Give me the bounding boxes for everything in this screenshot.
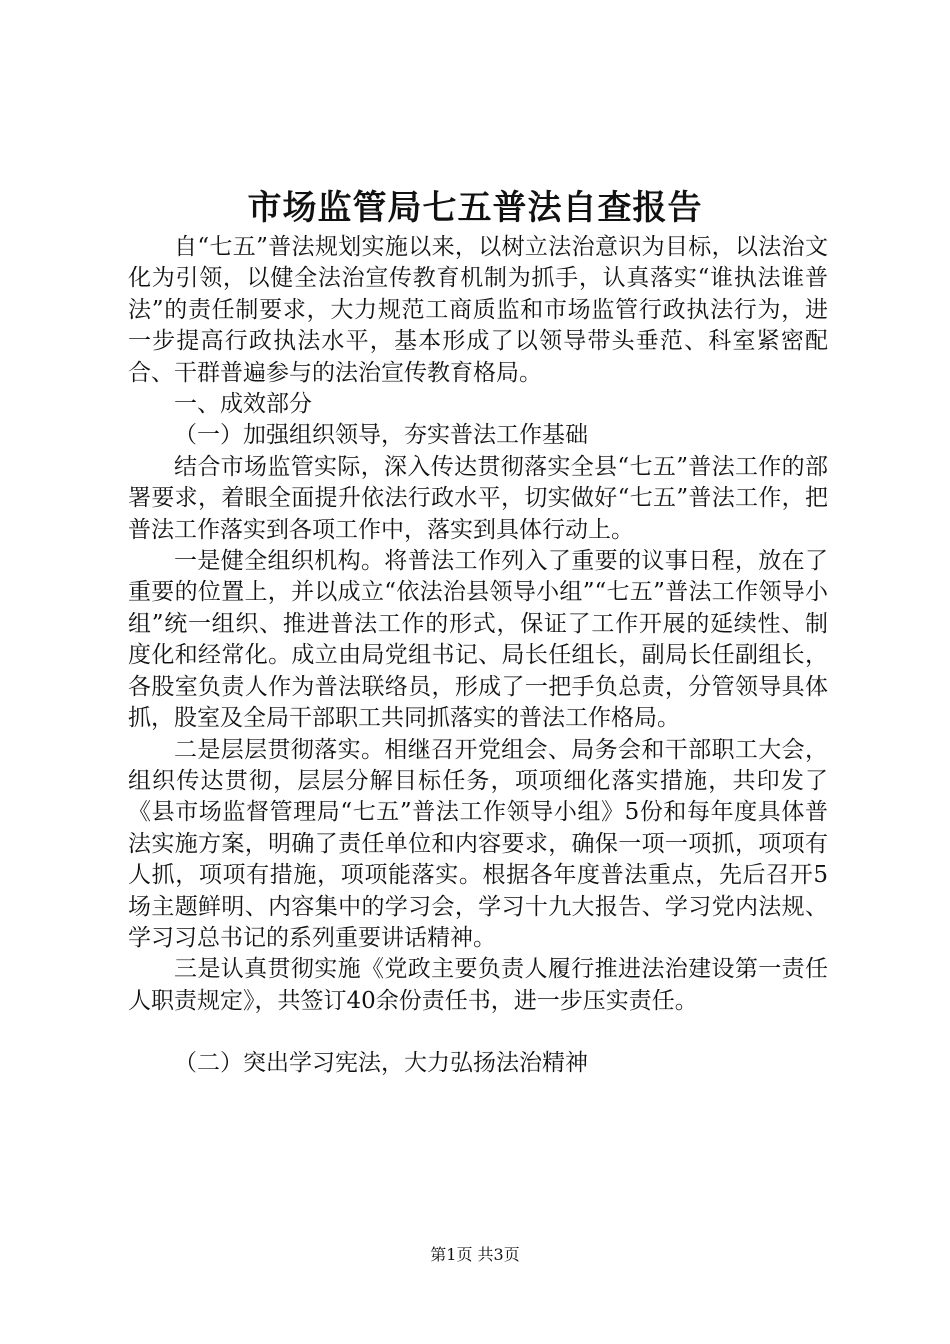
subsection-heading-1: （一）加强组织领导，夯实普法工作基础	[174, 422, 588, 449]
intro-paragraph: 自“七五”普法规划实施以来，以树立法治意识为目标，以法治文化为引领，以健全法治宣传教育机制为抓手，认真落实“谁执法谁普法”的责任制要求，大力规范工商质监和市场监管行政执法行为，进一步提高行政执法水平，基本形成了以领导带头垂范、科室紧密配合、干群普遍参与的法治宣传教育格局。	[128, 234, 828, 386]
page-footer: 第1页 共3页	[430, 1245, 520, 1264]
body-paragraph: 一是健全组织机构。将普法工作列入了重要的议事日程，放在了重要的位置上，并以成立“依法治县领导小组”“七五”普法工作领导小组”统一组织、推进普法工作的形式，保证了工作开展的延续性、制度化和经常化。成立由局党组书记、局长任组长，副局长任副组长，各股室负责人作为普法联络员，形成了一把手负总责，分管领导具体抓，股室及全局干部职工共同抓落实的普法工作格局。	[128, 548, 828, 732]
subsection-heading-2: （二）突出学习宪法，大力弘扬法治精神	[174, 1050, 588, 1077]
body-paragraph: 三是认真贯彻实施《党政主要负责人履行推进法治建设第一责任人职责规定》，共签订40余份责任书，进一步压实责任。	[128, 956, 828, 1014]
body-paragraph: 二是层层贯彻落实。相继召开党组会、局务会和干部职工大会，组织传达贯彻，层层分解目标任务，项项细化落实措施，共印发了《县市场监督管理局“七五”普法工作领导小组》5份和每年度具体普法实施方案，明确了责任单位和内容要求，确保一项一项抓，项项有人抓，项项有措施，项项能落实。根据各年度普法重点，先后召开5场主题鲜明、内容集中的学习会，学习十九大报告、学习党内法规、学习习总书记的系列重要讲话精神。	[128, 736, 828, 951]
document-title: 市场监管局七五普法自查报告	[247, 188, 703, 228]
section-heading-achievements: 一、成效部分	[174, 391, 312, 418]
document-body	[128, 232, 828, 1080]
paragraph-spacer	[128, 1017, 828, 1048]
body-paragraph: 结合市场监管实际，深入传达贯彻落实全县“七五”普法工作的部署要求，着眼全面提升依法行政水平，切实做好“七五”普法工作，把普法工作落实到各项工作中，落实到具体行动上。	[128, 453, 828, 543]
